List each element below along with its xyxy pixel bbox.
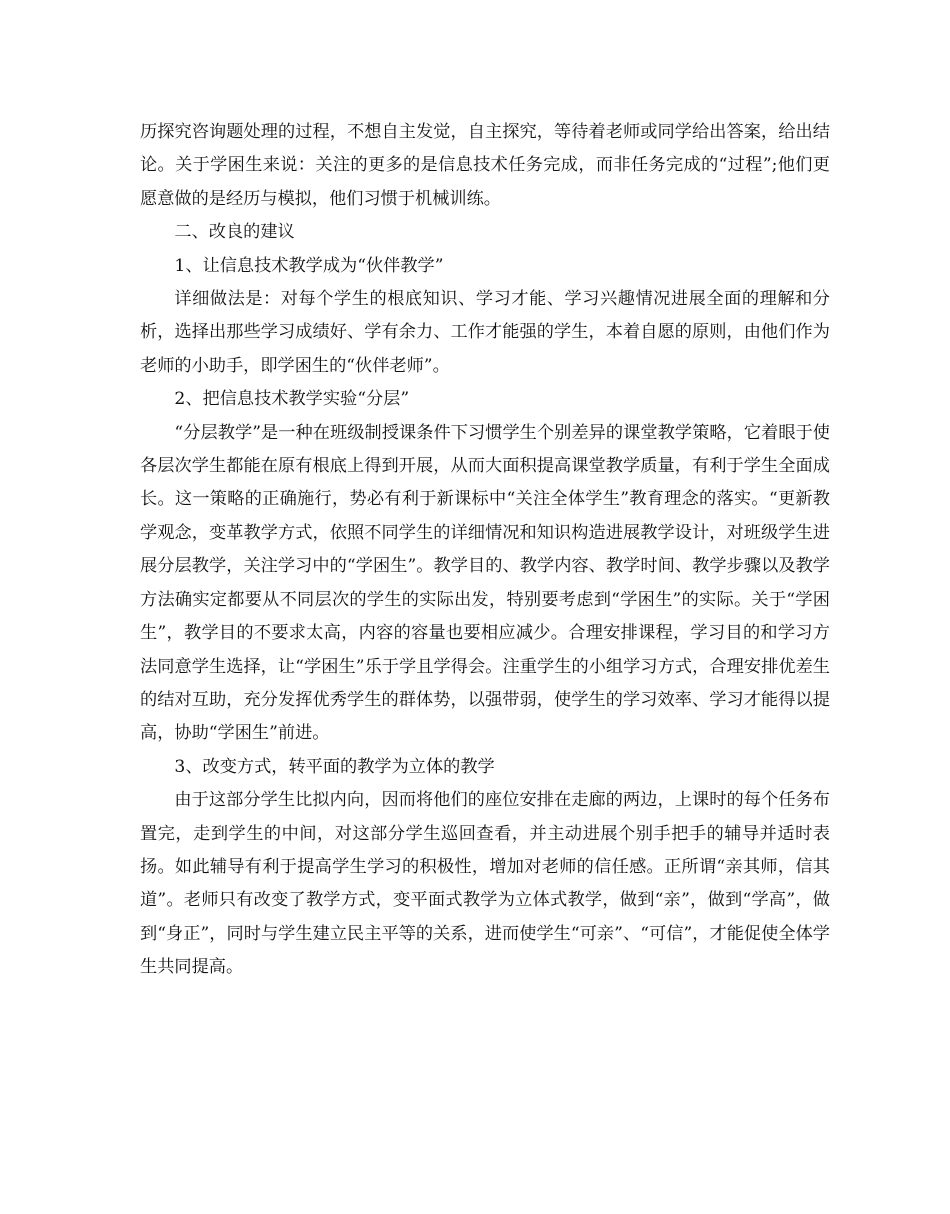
subheading-3d-teaching: 3、改变方式，转平面的教学为立体的教学 xyxy=(174,756,495,777)
paragraph-partner-teaching: 详细做法是：对每个学生的根底知识、学习才能、学习兴趣情况进展全面的理解和分析，选择出那些学习成绩好、学有余力、工作才能强的学生，本着自愿的原则，由他们作为老师的小助手，即学困生的“伙伴老师”。 xyxy=(140,289,830,376)
paragraph-layered-teaching: “分层教学”是一种在班级制授课条件下习惯学生个别差异的课堂教学策略，它着眼于使各层次学生都能在原有根底上得到开展，从而大面积提高课堂教学质量，有利于学生全面成长。这一策略的正确施行，势必有利于新课标中“关注全体学生”教育理念的落实。“更新教学观念，变革教学方式，依照不同学生的详细情况和知识构造进展教学设计，对班级学生进展分层教学，关注学习中的“学困生”。教学目的、教学内容、教学时间、教学步骤以及教学方法确实定都要从不同层次的学生的实际出发，特别要考虑到“学困生”的实际。关于“学困生”，教学目的不要求太高，内容的容量也要相应减少。合理安排课程，学习目的和学习方法同意学生选择，让“学困生”乐于学且学得会。注重学生的小组学习方式，合理安排优差生的结对互助，充分发挥优秀学生的群体势，以强带弱，使学生的学习效率、学习才能得以提高，协助“学困生”前进。 xyxy=(140,422,830,744)
paragraph-3d-teaching: 由于这部分学生比拟内向，因而将他们的座位安排在走廊的两边，上课时的每个任务布置完，走到学生的中间，对这部分学生巡回查看，并主动进展个别手把手的辅导并适时表扬。如此辅导有利于提高学生学习的积极性，增加对老师的信任感。正所谓“亲其师，信其道”。老师只有改变了教学方式，变平面式教学为立体式教学，做到“亲”，做到“学高”，做到“身正”，同时与学生建立民主平等的关系，进而使学生“可亲”、“可信”，才能促使全体学生共同提高。 xyxy=(140,790,830,978)
subheading-layered-teaching: 2、把信息技术教学实验“分层” xyxy=(174,389,410,410)
document-body xyxy=(140,116,830,985)
section-heading-improvement-suggestions: 二、改良的建议 xyxy=(174,222,295,243)
paragraph-continued: 历探究咨询题处理的过程，不想自主发觉，自主探究，等待着老师或同学给出答案，给出结论。关于学困生来说：关注的更多的是信息技术任务完成，而非任务完成的“过程”;他们更愿意做的是经历与模拟，他们习惯于机械训练。 xyxy=(140,122,830,209)
subheading-partner-teaching: 1、让信息技术教学成为“伙伴教学” xyxy=(174,255,444,276)
